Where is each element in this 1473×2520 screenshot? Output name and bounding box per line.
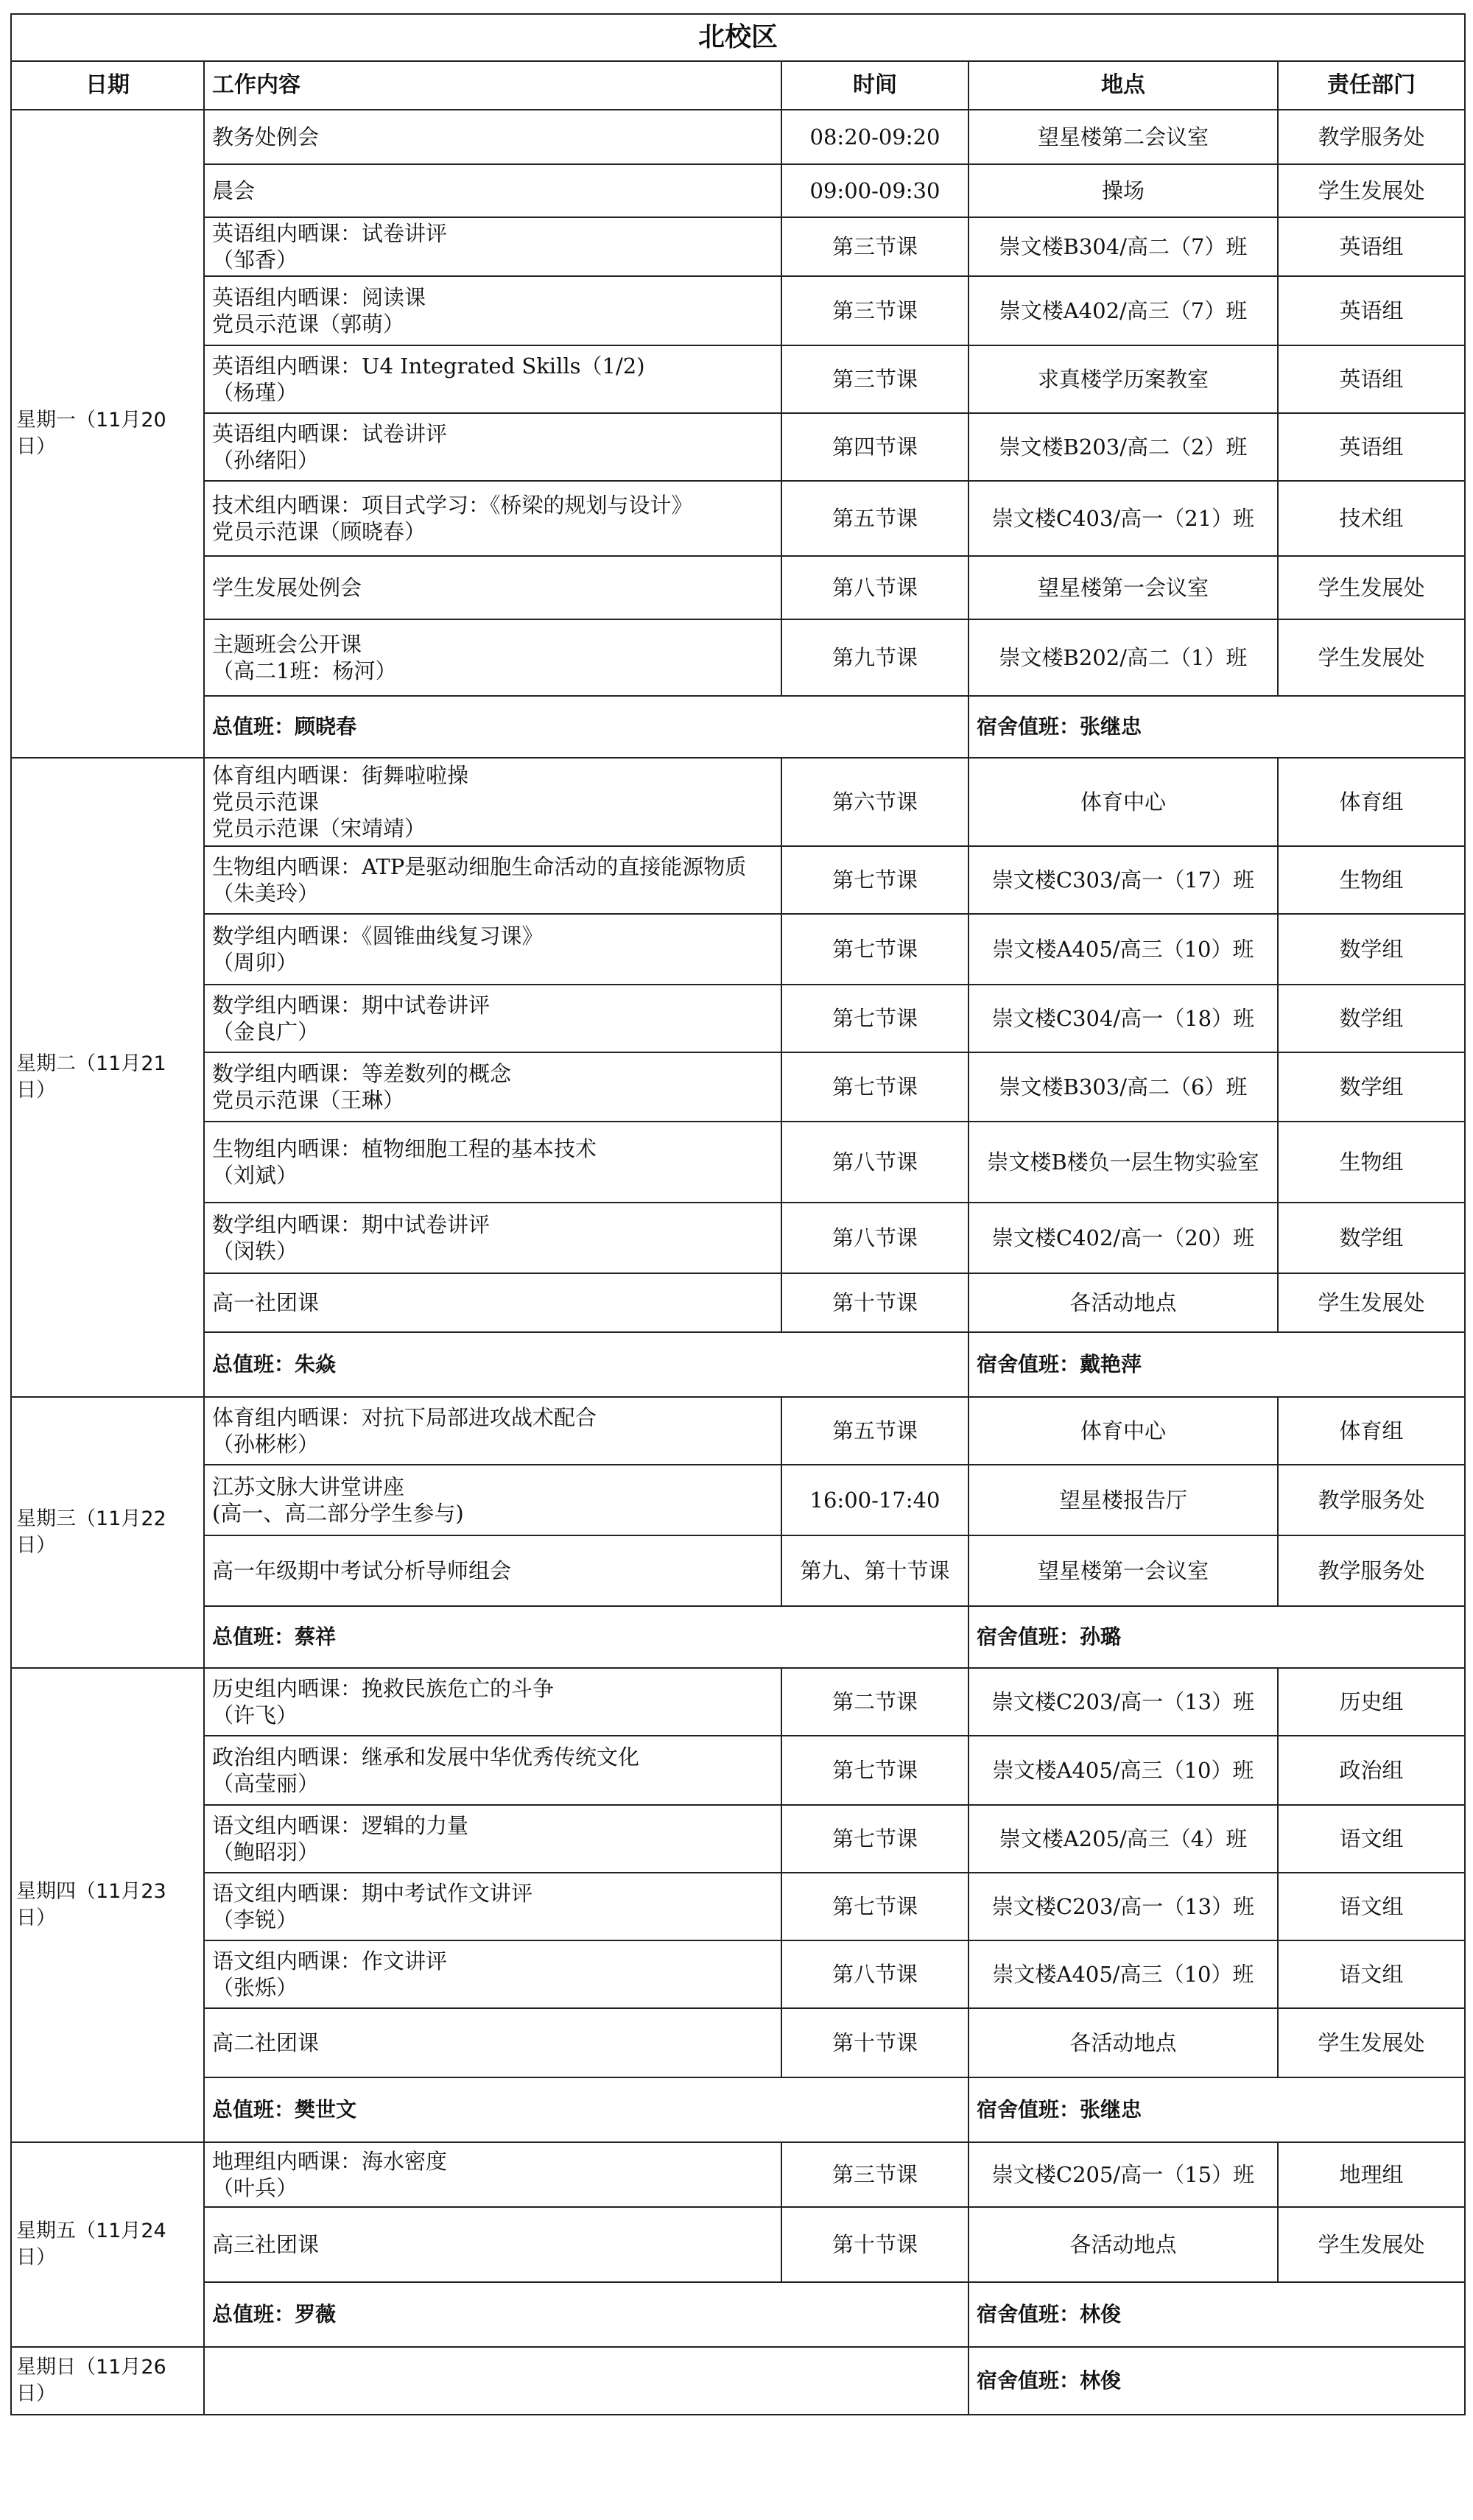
work-content [204, 1052, 781, 1122]
content-line: 学生发展处例会 [212, 575, 362, 600]
content-line: 党员示范课（郭萌） [212, 312, 405, 337]
content-line: 数学组内晒课：等差数列的概念 [212, 1061, 512, 1086]
department-cell: 语文组 [1278, 1873, 1465, 1940]
location-cell: 各活动地点 [968, 2207, 1278, 2282]
content-line: 英语组内晒课：阅读课 [212, 285, 426, 310]
location-cell: 体育中心 [968, 758, 1278, 846]
location-cell: 崇文楼A402/高三（7）班 [968, 276, 1278, 345]
table-row [11, 1052, 1465, 1122]
work-content [204, 2207, 781, 2282]
location-cell: 崇文楼A405/高三（10）班 [968, 914, 1278, 985]
dorm-duty-cell: 宿舍值班：孙璐 [968, 1606, 1465, 1668]
work-content [204, 1736, 781, 1805]
department-cell: 教学服务处 [1278, 1535, 1465, 1606]
dorm-duty-cell: 宿舍值班：张继忠 [968, 696, 1465, 758]
table-row [11, 1535, 1465, 1606]
content-line: （周卯） [212, 950, 298, 975]
time-cell: 第七节课 [781, 985, 968, 1052]
duty-row [11, 1332, 1465, 1397]
department-cell: 数学组 [1278, 1052, 1465, 1122]
location-cell: 崇文楼B303/高二（6）班 [968, 1052, 1278, 1122]
content-line: （闵轶） [212, 1239, 298, 1264]
content-line: 英语组内晒课：试卷讲评 [212, 221, 448, 246]
time-cell: 第七节课 [781, 1052, 968, 1122]
dorm-duty-cell: 宿舍值班：林俊 [968, 2347, 1465, 2415]
work-content [204, 2008, 781, 2077]
table-row [11, 413, 1465, 481]
content-line: 政治组内晒课：继承和发展中华优秀传统文化 [212, 1745, 640, 1770]
header-content: 工作内容 [204, 61, 781, 110]
content-line: 历史组内晒课：挽救民族危亡的斗争 [212, 1676, 555, 1701]
table-row [11, 1873, 1465, 1940]
duty-cell: 总值班：蔡祥 [204, 1606, 968, 1668]
header-department: 责任部门 [1278, 61, 1465, 110]
duty-row [11, 2282, 1465, 2347]
table-row [11, 217, 1465, 276]
location-cell: 望星楼报告厅 [968, 1465, 1278, 1535]
table-row [11, 556, 1465, 619]
duty-cell [204, 2347, 968, 2415]
work-content [204, 110, 781, 164]
header-date: 日期 [11, 61, 204, 110]
header-row [11, 61, 1465, 110]
time-cell: 16:00-17:40 [781, 1465, 968, 1535]
department-cell: 生物组 [1278, 1122, 1465, 1203]
table-row [11, 276, 1465, 345]
location-cell: 崇文楼A205/高三（4）班 [968, 1805, 1278, 1873]
location-cell: 望星楼第一会议室 [968, 556, 1278, 619]
content-line: 语文组内晒课：作文讲评 [212, 1949, 448, 1974]
content-line: （高二1班：杨河） [212, 658, 397, 683]
table-row [11, 1736, 1465, 1805]
table-row [11, 1805, 1465, 1873]
work-content [204, 556, 781, 619]
time-cell: 第七节课 [781, 1736, 968, 1805]
work-content [204, 1465, 781, 1535]
work-content [204, 914, 781, 985]
work-content [204, 413, 781, 481]
work-content [204, 1668, 781, 1736]
content-line: 生物组内晒课：植物细胞工程的基本技术 [212, 1136, 597, 1161]
time-cell: 第七节课 [781, 914, 968, 985]
location-cell: 崇文楼C402/高一（20）班 [968, 1203, 1278, 1273]
dorm-duty-cell: 宿舍值班：张继忠 [968, 2077, 1465, 2142]
time-cell: 第八节课 [781, 1122, 968, 1203]
table-row [11, 110, 1465, 164]
location-cell: 崇文楼C304/高一（18）班 [968, 985, 1278, 1052]
work-content [204, 1873, 781, 1940]
time-cell: 第四节课 [781, 413, 968, 481]
content-line: 数学组内晒课：期中试卷讲评 [212, 1212, 491, 1237]
content-line: 体育组内晒课：街舞啦啦操 [212, 763, 469, 788]
content-line: 语文组内晒课：逻辑的力量 [212, 1813, 469, 1838]
duty-row [11, 2077, 1465, 2142]
content-line: 高三社团课 [212, 2232, 320, 2257]
time-cell: 第九节课 [781, 619, 968, 696]
department-cell: 学生发展处 [1278, 619, 1465, 696]
time-cell: 第十节课 [781, 1273, 968, 1332]
day-label: 星期二（11月21日） [11, 758, 204, 1397]
location-cell: 崇文楼A405/高三（10）班 [968, 1940, 1278, 2008]
work-content [204, 276, 781, 345]
department-cell: 学生发展处 [1278, 164, 1465, 217]
time-cell: 第八节课 [781, 1203, 968, 1273]
location-cell: 各活动地点 [968, 2008, 1278, 2077]
time-cell: 第二节课 [781, 1668, 968, 1736]
department-cell: 教学服务处 [1278, 110, 1465, 164]
table-row [11, 164, 1465, 217]
content-line: 技术组内晒课：项目式学习：《桥梁的规划与设计》 [212, 493, 693, 518]
location-cell: 崇文楼C203/高一（13）班 [968, 1873, 1278, 1940]
department-cell: 生物组 [1278, 846, 1465, 914]
content-line: 党员示范课（王琳） [212, 1088, 405, 1113]
location-cell: 崇文楼B202/高二（1）班 [968, 619, 1278, 696]
content-line: （刘斌） [212, 1163, 298, 1188]
location-cell: 体育中心 [968, 1397, 1278, 1465]
location-cell: 崇文楼B楼负一层生物实验室 [968, 1122, 1278, 1203]
content-line: （孙绪阳） [212, 448, 320, 473]
work-content [204, 619, 781, 696]
work-content [204, 164, 781, 217]
department-cell: 英语组 [1278, 217, 1465, 276]
content-line: （叶兵） [212, 2175, 298, 2200]
day-label: 星期五（11月24日） [11, 2142, 204, 2347]
content-line: 英语组内晒课：试卷讲评 [212, 421, 448, 446]
table-row [11, 985, 1465, 1052]
work-content [204, 1535, 781, 1606]
work-content [204, 1203, 781, 1273]
content-line: 数学组内晒课：《圆锥曲线复习课》 [212, 923, 544, 948]
department-cell: 英语组 [1278, 345, 1465, 413]
content-line: 教务处例会 [212, 124, 320, 149]
time-cell: 第五节课 [781, 481, 968, 556]
table-row [11, 1465, 1465, 1535]
content-line: 晨会 [212, 178, 256, 203]
time-cell: 第六节课 [781, 758, 968, 846]
content-line: （李锐） [212, 1907, 298, 1932]
location-cell: 操场 [968, 164, 1278, 217]
content-line: (高一、高二部分学生参与) [212, 1501, 464, 1526]
time-cell: 第三节课 [781, 217, 968, 276]
department-cell: 学生发展处 [1278, 2008, 1465, 2077]
location-cell: 望星楼第二会议室 [968, 110, 1278, 164]
work-content [204, 1940, 781, 2008]
content-line: 高一社团课 [212, 1290, 320, 1315]
content-line: （鲍昭羽） [212, 1840, 320, 1865]
time-cell: 第三节课 [781, 2142, 968, 2207]
work-content [204, 1805, 781, 1873]
day-label: 星期一（11月20日） [11, 110, 204, 758]
duty-cell: 总值班：朱焱 [204, 1332, 968, 1397]
content-line: 地理组内晒课：海水密度 [212, 2149, 448, 2174]
content-line: （许飞） [212, 1703, 298, 1728]
content-line: 高二社团课 [212, 2030, 320, 2055]
work-content [204, 345, 781, 413]
location-cell: 求真楼学历案教室 [968, 345, 1278, 413]
content-line: （邹香） [212, 247, 298, 272]
location-cell: 崇文楼A405/高三（10）班 [968, 1736, 1278, 1805]
day-label: 星期三（11月22日） [11, 1397, 204, 1668]
duty-cell: 总值班：罗薇 [204, 2282, 968, 2347]
department-cell: 英语组 [1278, 276, 1465, 345]
department-cell: 技术组 [1278, 481, 1465, 556]
header-location: 地点 [968, 61, 1278, 110]
time-cell: 09:00-09:30 [781, 164, 968, 217]
table-row [11, 1273, 1465, 1332]
content-line: （杨瑾） [212, 380, 298, 405]
department-cell: 历史组 [1278, 1668, 1465, 1736]
table-row [11, 2207, 1465, 2282]
day-label: 星期日（11月26日） [11, 2347, 204, 2415]
location-cell: 崇文楼B203/高二（2）班 [968, 413, 1278, 481]
dorm-duty-cell: 宿舍值班：林俊 [968, 2282, 1465, 2347]
department-cell: 英语组 [1278, 413, 1465, 481]
time-cell: 第五节课 [781, 1397, 968, 1465]
time-cell: 第十节课 [781, 2207, 968, 2282]
work-content [204, 481, 781, 556]
content-line: 体育组内晒课：对抗下局部进攻战术配合 [212, 1405, 597, 1430]
table-row [11, 1397, 1465, 1465]
work-content [204, 217, 781, 276]
content-line: 高一年级期中考试分析导师组会 [212, 1558, 512, 1583]
dorm-duty-cell: 宿舍值班：戴艳萍 [968, 1332, 1465, 1397]
location-cell: 崇文楼C203/高一（13）班 [968, 1668, 1278, 1736]
content-line: （孙彬彬） [212, 1432, 320, 1457]
time-cell: 08:20-09:20 [781, 110, 968, 164]
table-row [11, 846, 1465, 914]
campus-title: 北校区 [11, 14, 1465, 61]
location-cell: 崇文楼B304/高二（7）班 [968, 217, 1278, 276]
time-cell: 第七节课 [781, 846, 968, 914]
location-cell: 望星楼第一会议室 [968, 1535, 1278, 1606]
table-row [11, 2142, 1465, 2207]
table-row [11, 2008, 1465, 2077]
work-content [204, 1122, 781, 1203]
content-line: 主题班会公开课 [212, 632, 362, 657]
duty-cell: 总值班：顾晓春 [204, 696, 968, 758]
content-line: 江苏文脉大讲堂讲座 [212, 1474, 405, 1499]
header-time: 时间 [781, 61, 968, 110]
content-line: （高莹丽） [212, 1771, 320, 1796]
time-cell: 第三节课 [781, 276, 968, 345]
department-cell: 数学组 [1278, 985, 1465, 1052]
department-cell: 数学组 [1278, 1203, 1465, 1273]
department-cell: 数学组 [1278, 914, 1465, 985]
content-line: 语文组内晒课：期中考试作文讲评 [212, 1881, 533, 1906]
location-cell: 崇文楼C205/高一（15）班 [968, 2142, 1278, 2207]
work-content [204, 758, 781, 846]
table-row [11, 345, 1465, 413]
department-cell: 政治组 [1278, 1736, 1465, 1805]
duty-row [11, 696, 1465, 758]
department-cell: 学生发展处 [1278, 1273, 1465, 1332]
location-cell: 崇文楼C403/高一（21）班 [968, 481, 1278, 556]
department-cell: 体育组 [1278, 1397, 1465, 1465]
table-row [11, 1668, 1465, 1736]
time-cell: 第九、第十节课 [781, 1535, 968, 1606]
content-line: 党员示范课（顾晓春） [212, 519, 426, 544]
duty-cell: 总值班：樊世文 [204, 2077, 968, 2142]
content-line: 党员示范课 [212, 789, 320, 814]
content-line: 英语组内晒课：U4 Integrated Skills（1/2) [212, 353, 645, 379]
department-cell: 教学服务处 [1278, 1465, 1465, 1535]
work-content [204, 1397, 781, 1465]
department-cell: 体育组 [1278, 758, 1465, 846]
table-row [11, 1940, 1465, 2008]
work-content [204, 2142, 781, 2207]
time-cell: 第七节课 [781, 1873, 968, 1940]
duty-row [11, 2347, 1465, 2415]
content-line: 生物组内晒课：ATP是驱动细胞生命活动的直接能源物质 [212, 854, 747, 879]
time-cell: 第三节课 [781, 345, 968, 413]
department-cell: 学生发展处 [1278, 2207, 1465, 2282]
duty-row [11, 1606, 1465, 1668]
work-content [204, 1273, 781, 1332]
location-cell: 各活动地点 [968, 1273, 1278, 1332]
day-label: 星期四（11月23日） [11, 1668, 204, 2142]
time-cell: 第十节课 [781, 2008, 968, 2077]
table-row [11, 619, 1465, 696]
table-row [11, 1203, 1465, 1273]
content-line: （朱美玲） [212, 881, 320, 906]
department-cell: 语文组 [1278, 1805, 1465, 1873]
work-content [204, 846, 781, 914]
time-cell: 第八节课 [781, 1940, 968, 2008]
content-line: （张烁） [212, 1975, 298, 2000]
department-cell: 语文组 [1278, 1940, 1465, 2008]
department-cell: 学生发展处 [1278, 556, 1465, 619]
content-line: 数学组内晒课：期中试卷讲评 [212, 993, 491, 1018]
department-cell: 地理组 [1278, 2142, 1465, 2207]
table-row [11, 481, 1465, 556]
work-content [204, 985, 781, 1052]
location-cell: 崇文楼C303/高一（17）班 [968, 846, 1278, 914]
table-row [11, 758, 1465, 846]
content-line: 党员示范课（宋靖靖） [212, 816, 426, 841]
time-cell: 第八节课 [781, 556, 968, 619]
table-row [11, 1122, 1465, 1203]
time-cell: 第七节课 [781, 1805, 968, 1873]
schedule-table [10, 13, 1466, 2415]
content-line: （金良广） [212, 1019, 320, 1044]
table-row [11, 914, 1465, 985]
